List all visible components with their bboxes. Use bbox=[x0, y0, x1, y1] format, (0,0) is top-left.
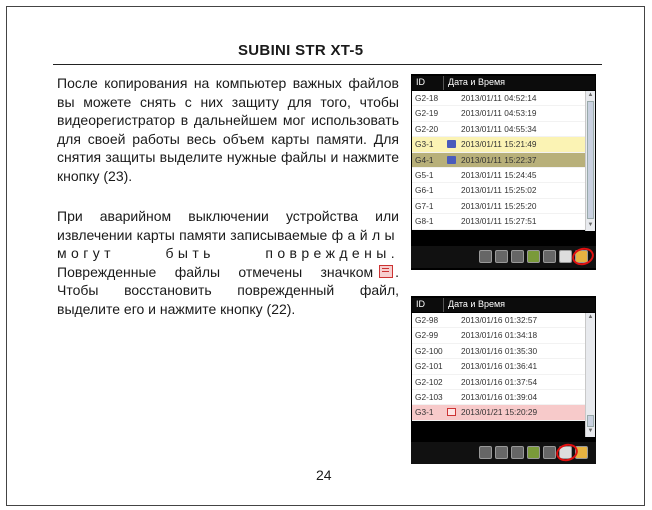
row-datetime: 2013/01/11 15:25:20 bbox=[461, 200, 537, 211]
toolbar bbox=[411, 246, 596, 268]
scrollbar[interactable] bbox=[585, 91, 595, 231]
play-icon[interactable] bbox=[479, 446, 492, 459]
row-datetime: 2013/01/16 01:39:04 bbox=[461, 391, 538, 402]
row-datetime: 2013/01/11 15:22:37 bbox=[461, 154, 537, 165]
export-icon[interactable] bbox=[511, 250, 524, 263]
paragraph-unprotect: После копирования на компьютер важных файлов вы можете снять с них защиту для того, чтобы видеорегистратор в дальнейшем мог использовать для своей работы весь объем карты памяти. Для снятия защиты выделите нужные файлы и нажмите кнопку (23). bbox=[57, 75, 399, 184]
lock-icon bbox=[447, 140, 456, 148]
row-datetime: 2013/01/11 15:25:02 bbox=[461, 185, 537, 196]
file-list-screenshot-recover bbox=[411, 296, 596, 464]
damaged-file-icon bbox=[379, 265, 393, 278]
row-id: G2-19 bbox=[415, 108, 439, 119]
table-row[interactable] bbox=[412, 328, 585, 343]
row-datetime: 2013/01/16 01:32:57 bbox=[461, 315, 538, 325]
table-row[interactable] bbox=[412, 390, 585, 405]
lock-icon bbox=[447, 156, 456, 164]
column-id[interactable]: ID bbox=[416, 77, 425, 87]
row-datetime: 2013/01/16 01:37:54 bbox=[461, 376, 538, 387]
table-row[interactable] bbox=[412, 344, 585, 359]
row-datetime: 2013/01/16 01:34:18 bbox=[461, 330, 538, 341]
row-datetime: 2013/01/11 04:53:19 bbox=[461, 108, 537, 119]
row-id: G3-1 bbox=[415, 139, 434, 150]
row-id: G2-20 bbox=[415, 123, 439, 134]
scrollbar[interactable] bbox=[585, 313, 595, 437]
map-icon[interactable] bbox=[495, 446, 508, 459]
paragraph-recover bbox=[57, 207, 399, 319]
table-row[interactable] bbox=[412, 91, 585, 106]
row-id: G2-101 bbox=[415, 361, 443, 372]
file-list-body bbox=[412, 313, 585, 421]
row-id: G4-1 bbox=[415, 154, 434, 165]
row-id: G2-100 bbox=[415, 345, 443, 356]
table-row[interactable] bbox=[412, 153, 585, 168]
scroll-thumb[interactable] bbox=[587, 101, 594, 219]
file-list-header bbox=[412, 298, 595, 312]
row-datetime: 2013/01/11 15:24:45 bbox=[461, 169, 537, 180]
table-row[interactable] bbox=[412, 122, 585, 137]
row-id: G2-98 bbox=[415, 315, 439, 325]
page-header: SUBINI STR XT-5 bbox=[238, 42, 364, 59]
file-list-screenshot-protect bbox=[411, 74, 596, 270]
search-icon[interactable] bbox=[543, 446, 556, 459]
row-id: G2-103 bbox=[415, 391, 443, 402]
image-icon[interactable] bbox=[527, 250, 540, 263]
row-id: G5-1 bbox=[415, 169, 434, 180]
column-datetime[interactable]: Дата и Время bbox=[448, 77, 506, 87]
row-datetime: 2013/01/16 01:35:30 bbox=[461, 345, 538, 356]
row-id: G2-99 bbox=[415, 330, 439, 341]
table-row[interactable] bbox=[412, 214, 585, 229]
row-id: G2-18 bbox=[415, 93, 439, 103]
scroll-down-icon[interactable]: ▼ bbox=[587, 428, 594, 434]
file-list-body bbox=[412, 91, 585, 230]
header-rule bbox=[53, 64, 602, 65]
scroll-down-icon[interactable]: ▼ bbox=[587, 222, 594, 228]
search-icon[interactable] bbox=[543, 250, 556, 263]
row-id: G2-102 bbox=[415, 376, 443, 387]
scroll-thumb[interactable] bbox=[587, 415, 594, 427]
row-datetime: 2013/01/21 15:20:29 bbox=[461, 407, 538, 418]
map-icon[interactable] bbox=[495, 250, 508, 263]
row-datetime: 2013/01/11 15:27:51 bbox=[461, 216, 537, 227]
table-row[interactable] bbox=[412, 137, 585, 152]
scroll-up-icon[interactable]: ▲ bbox=[587, 314, 594, 320]
row-datetime: 2013/01/11 04:55:34 bbox=[461, 123, 537, 134]
paragraph-recover-part1: При аварийном выключении устройства или извлечении карты памяти записываемые bbox=[57, 208, 399, 243]
paragraph-recover-part2: файлы могут быть повреждены. bbox=[57, 226, 399, 262]
paragraph-recover-part4: . Чтобы восстановить поврежденный файл, выделите его и нажмите кнопку (22). bbox=[57, 263, 399, 317]
row-datetime: 2013/01/11 15:21:49 bbox=[461, 139, 537, 150]
recover-icon[interactable] bbox=[559, 250, 572, 263]
column-id[interactable]: ID bbox=[416, 299, 425, 309]
paragraph-recover-part3: Поврежденные файлы отмечены значком bbox=[57, 263, 374, 280]
row-id: G6-1 bbox=[415, 185, 434, 196]
image-icon[interactable] bbox=[527, 446, 540, 459]
table-row[interactable] bbox=[412, 359, 585, 374]
file-list-header bbox=[412, 76, 595, 90]
damaged-file-icon bbox=[447, 408, 456, 416]
page-number: 24 bbox=[316, 467, 332, 483]
table-row[interactable] bbox=[412, 313, 585, 328]
table-row[interactable] bbox=[412, 168, 585, 183]
column-datetime[interactable]: Дата и Время bbox=[448, 299, 506, 309]
play-icon[interactable] bbox=[479, 250, 492, 263]
row-id: G8-1 bbox=[415, 216, 434, 227]
table-row[interactable] bbox=[412, 375, 585, 390]
table-row[interactable] bbox=[412, 183, 585, 198]
table-row[interactable] bbox=[412, 199, 585, 214]
row-datetime: 2013/01/16 01:36:41 bbox=[461, 361, 538, 372]
export-icon[interactable] bbox=[511, 446, 524, 459]
row-id: G3-1 bbox=[415, 407, 434, 418]
table-row[interactable] bbox=[412, 106, 585, 121]
table-row[interactable] bbox=[412, 405, 585, 420]
row-datetime: 2013/01/11 04:52:14 bbox=[461, 93, 537, 103]
scroll-up-icon[interactable]: ▲ bbox=[587, 92, 594, 98]
row-id: G7-1 bbox=[415, 200, 434, 211]
